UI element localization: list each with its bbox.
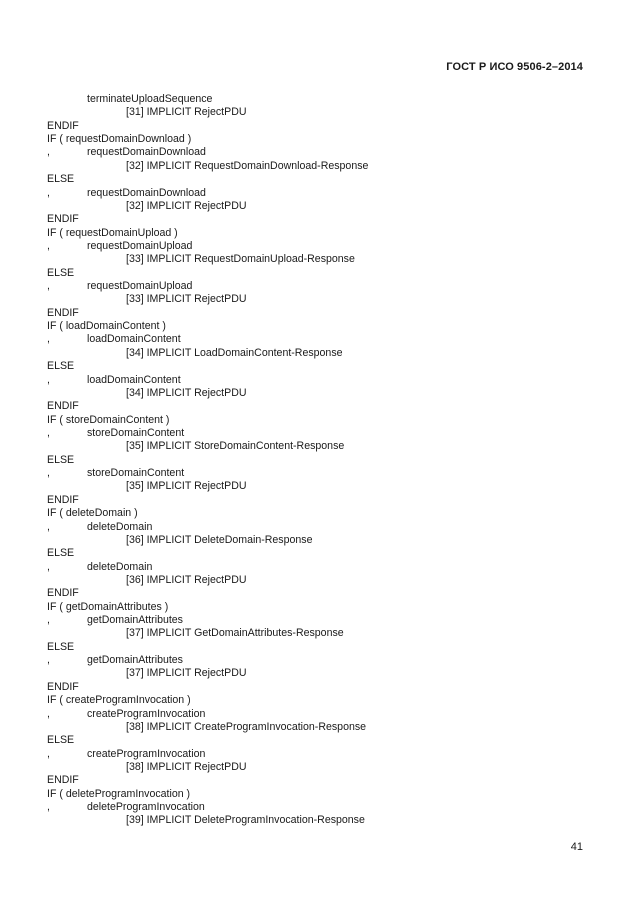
- line-marker: ENDIF: [47, 306, 79, 319]
- line-code: loadDomainContent: [87, 333, 181, 346]
- line-code: storeDomainContent: [87, 467, 185, 480]
- line-marker: ,: [47, 426, 50, 439]
- code-line: [47, 507, 587, 520]
- code-line: [47, 200, 587, 213]
- line-marker: ,: [47, 186, 50, 199]
- line-code: storeDomainContent: [87, 426, 185, 439]
- line-code: loadDomainContent: [87, 373, 181, 386]
- line-marker: IF ( deleteProgramInvocation ): [47, 787, 191, 800]
- line-marker: IF ( getDomainAttributes ): [47, 600, 169, 613]
- line-marker: ELSE: [47, 266, 75, 279]
- line-detail: [34] IMPLICIT LoadDomainContent-Response: [126, 346, 343, 359]
- line-detail: [38] IMPLICIT RejectPDU: [126, 760, 247, 773]
- code-line: [47, 748, 587, 761]
- line-marker: ,: [47, 560, 50, 573]
- line-detail: [32] IMPLICIT RequestDomainDownload-Response: [126, 159, 369, 172]
- code-line: [47, 120, 587, 133]
- line-marker: ,: [47, 654, 50, 667]
- line-marker: ,: [47, 467, 50, 480]
- line-code: createProgramInvocation: [87, 707, 206, 720]
- line-marker: ENDIF: [47, 400, 79, 413]
- code-line: [47, 146, 587, 159]
- code-line: [47, 627, 587, 640]
- line-marker: ELSE: [47, 453, 75, 466]
- code-line: [47, 561, 587, 574]
- line-marker: IF ( loadDomainContent ): [47, 320, 166, 333]
- line-marker: ,: [47, 614, 50, 627]
- line-code: deleteDomain: [87, 520, 153, 533]
- line-code: createProgramInvocation: [87, 747, 206, 760]
- code-line: [47, 347, 587, 360]
- line-marker: IF ( requestDomainDownload ): [47, 133, 192, 146]
- code-line: [47, 681, 587, 694]
- line-detail: [36] IMPLICIT RejectPDU: [126, 573, 247, 586]
- line-code: requestDomainDownload: [87, 186, 206, 199]
- line-code: deleteProgramInvocation: [87, 801, 205, 814]
- code-line: [47, 93, 587, 106]
- line-code: getDomainAttributes: [87, 654, 183, 667]
- line-marker: ,: [47, 280, 50, 293]
- code-line: [47, 400, 587, 413]
- line-marker: ENDIF: [47, 587, 79, 600]
- code-line: [47, 467, 587, 480]
- line-code: getDomainAttributes: [87, 614, 183, 627]
- code-line: [47, 814, 587, 827]
- code-line: [47, 587, 587, 600]
- line-marker: ENDIF: [47, 213, 79, 226]
- line-detail: [32] IMPLICIT RejectPDU: [126, 199, 247, 212]
- line-code: terminateUploadSequence: [87, 93, 213, 105]
- code-line: [47, 601, 587, 614]
- page-number: 41: [570, 841, 583, 853]
- code-line: [47, 427, 587, 440]
- code-line: [47, 667, 587, 680]
- line-marker: ELSE: [47, 547, 75, 560]
- code-line: [47, 708, 587, 721]
- line-marker: ELSE: [47, 360, 75, 373]
- code-line: [47, 480, 587, 493]
- code-line: [47, 280, 587, 293]
- code-line: [47, 641, 587, 654]
- code-line: [47, 574, 587, 587]
- code-line: [47, 721, 587, 734]
- line-detail: [36] IMPLICIT DeleteDomain-Response: [126, 533, 313, 546]
- code-line: [47, 534, 587, 547]
- code-line: [47, 133, 587, 146]
- code-line: [47, 213, 587, 226]
- line-marker: ,: [47, 333, 50, 346]
- line-marker: ,: [47, 239, 50, 252]
- line-marker: ELSE: [47, 640, 75, 653]
- code-line: [47, 440, 587, 453]
- line-detail: [33] IMPLICIT RejectPDU: [126, 293, 247, 306]
- code-line: [47, 788, 587, 801]
- line-marker: ,: [47, 520, 50, 533]
- code-line: [47, 454, 587, 467]
- code-listing: [47, 93, 587, 828]
- code-line: [47, 654, 587, 667]
- document-header-standard: ГОСТ Р ИСО 9506-2–2014: [446, 61, 583, 73]
- code-line: [47, 240, 587, 253]
- code-line: [47, 414, 587, 427]
- line-code: deleteDomain: [87, 560, 153, 573]
- code-line: [47, 494, 587, 507]
- code-line: [47, 360, 587, 373]
- line-marker: ELSE: [47, 173, 75, 186]
- code-line: [47, 734, 587, 747]
- code-line: [47, 267, 587, 280]
- line-detail: [31] IMPLICIT RejectPDU: [126, 106, 247, 119]
- code-line: [47, 293, 587, 306]
- line-marker: ENDIF: [47, 119, 79, 132]
- code-line: [47, 694, 587, 707]
- line-marker: IF ( createProgramInvocation ): [47, 694, 191, 707]
- code-line: [47, 160, 587, 173]
- code-line: [47, 547, 587, 560]
- code-line: [47, 774, 587, 787]
- code-line: [47, 761, 587, 774]
- code-line: [47, 227, 587, 240]
- line-detail: [39] IMPLICIT DeleteProgramInvocation-Response: [126, 814, 365, 827]
- line-detail: [33] IMPLICIT RequestDomainUpload-Response: [126, 253, 355, 266]
- line-marker: ,: [47, 747, 50, 760]
- code-line: [47, 320, 587, 333]
- code-line: [47, 333, 587, 346]
- line-detail: [37] IMPLICIT RejectPDU: [126, 667, 247, 680]
- code-line: [47, 253, 587, 266]
- line-detail: [38] IMPLICIT CreateProgramInvocation-Response: [126, 720, 367, 733]
- line-marker: ENDIF: [47, 680, 79, 693]
- line-marker: ELSE: [47, 734, 75, 747]
- code-line: [47, 521, 587, 534]
- code-line: [47, 801, 587, 814]
- code-line: [47, 307, 587, 320]
- line-code: requestDomainUpload: [87, 280, 193, 293]
- line-marker: ,: [47, 707, 50, 720]
- line-marker: IF ( storeDomainContent ): [47, 413, 170, 426]
- line-detail: [35] IMPLICIT StoreDomainContent-Response: [126, 440, 345, 453]
- code-line: [47, 614, 587, 627]
- code-line: [47, 173, 587, 186]
- line-detail: [34] IMPLICIT RejectPDU: [126, 386, 247, 399]
- code-line: [47, 374, 587, 387]
- line-code: requestDomainUpload: [87, 239, 193, 252]
- line-marker: IF ( requestDomainUpload ): [47, 226, 178, 239]
- line-marker: ENDIF: [47, 774, 79, 787]
- code-line: [47, 187, 587, 200]
- line-detail: [37] IMPLICIT GetDomainAttributes-Response: [126, 627, 344, 640]
- code-line: [47, 106, 587, 119]
- line-marker: ,: [47, 146, 50, 159]
- line-code: requestDomainDownload: [87, 146, 206, 159]
- line-marker: ,: [47, 801, 50, 814]
- line-detail: [35] IMPLICIT RejectPDU: [126, 480, 247, 493]
- line-marker: ENDIF: [47, 493, 79, 506]
- code-line: [47, 387, 587, 400]
- line-marker: ,: [47, 373, 50, 386]
- line-marker: IF ( deleteDomain ): [47, 507, 138, 520]
